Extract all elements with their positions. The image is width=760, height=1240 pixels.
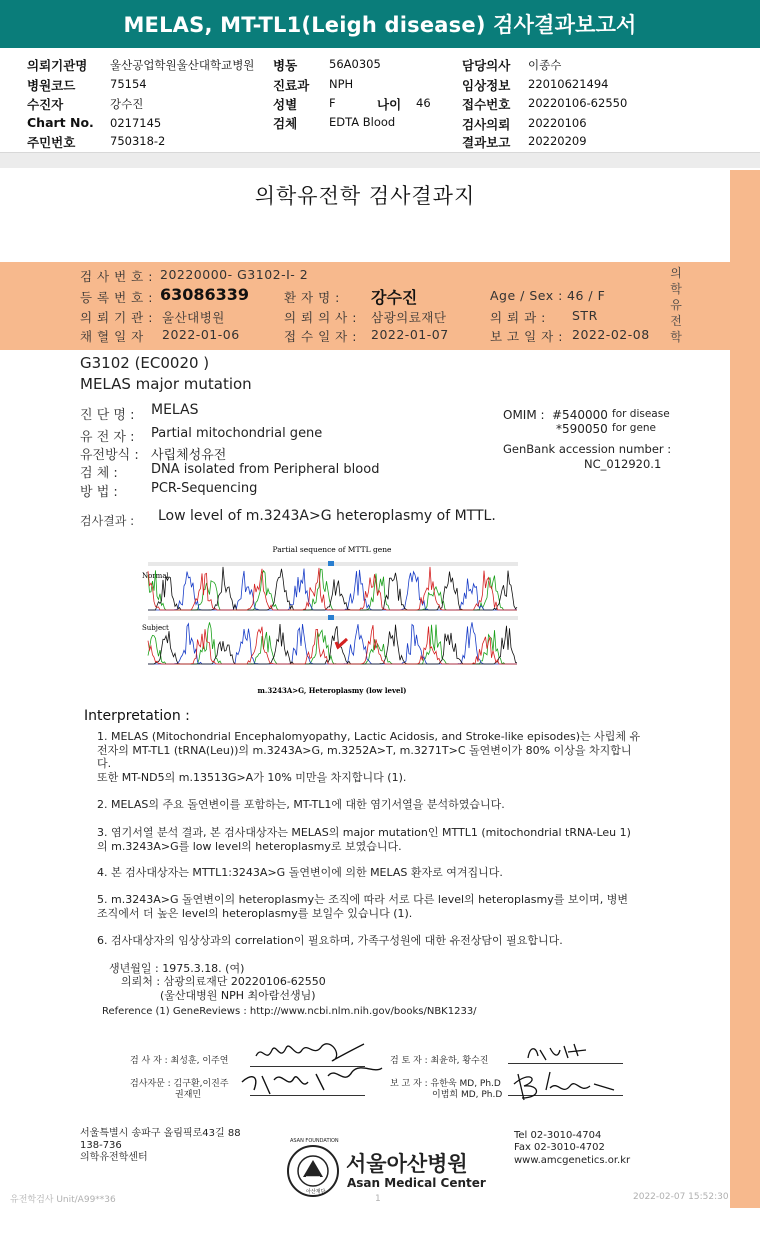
test-no: 20220000- G3102-I- 2 — [160, 267, 309, 282]
normal-position-marker — [328, 561, 334, 566]
result-label: 검사결과 : — [80, 514, 135, 528]
field-label: 수진자 — [27, 97, 64, 112]
report-date: 2022-02-08 — [572, 327, 650, 342]
reporter-signature — [510, 1066, 620, 1106]
subject-trace — [148, 622, 517, 664]
gene-label: 유 전 자 : — [80, 430, 135, 445]
interp-line: 다. — [97, 757, 112, 770]
genbank-number: NC_012920.1 — [584, 457, 662, 471]
address-line-2: 138-736 — [80, 1140, 122, 1151]
interp-line: 5. m.3243A>G 돌연변이의 heteroplasmy는 조직에 따라 서로 다른 level의 heteroplasmy를 보이며, 병변 — [97, 893, 628, 906]
page-number: 1 — [375, 1194, 381, 1204]
method: PCR-Sequencing — [151, 481, 258, 496]
fax: Fax 02-3010-4702 — [514, 1142, 605, 1153]
advisor-label-2: 권재민 — [175, 1090, 202, 1100]
field-label: 병동 — [273, 58, 298, 73]
figure-title: Partial sequence of MTTL gene — [272, 545, 392, 554]
patient-info-band — [0, 262, 730, 350]
interp-line: 전자의 MT-TL1 (tRNA(Leu))의 m.3243A>G, m.3252A>T, m.3271T>C 돌연변이가 80% 이상을 차지합니 — [97, 743, 632, 757]
right-margin-band — [730, 170, 760, 1210]
reg-no-label: 등 록 번 호 : — [80, 290, 153, 305]
header-info — [0, 48, 760, 152]
gene: Partial mitochondrial gene — [151, 426, 323, 441]
field-label: 임상정보 — [462, 78, 511, 93]
tel: Tel 02-3010-4704 — [514, 1130, 602, 1141]
reporter-label: 보 고 자 : 유한욱 MD, Ph.D — [390, 1079, 501, 1089]
field-value: 20220106 — [528, 116, 587, 130]
document-title: 의학유전학 검사결과지 — [254, 184, 476, 208]
reviewer-signature — [510, 1040, 610, 1066]
interp-line: 3. 염기서열 분석 결과, 본 검사대상자는 MELAS의 major mutation인 MTTL1 (mitochondrial tRNA-Leu 1) — [97, 826, 631, 839]
subject-position-marker — [328, 615, 334, 620]
field-value: 0217145 — [110, 116, 162, 130]
field-label: 의뢰기관명 — [27, 58, 88, 73]
interp-line: 6. 검사대상자의 임상상과의 correlation이 필요하며, 가족구성원에 대한 유전상담이 필요합니다. — [97, 934, 563, 947]
subject-label: Subject — [142, 624, 169, 632]
report-title-bar — [0, 0, 760, 48]
interp-item-1 — [97, 730, 657, 784]
field-label: 접수번호 — [462, 97, 511, 112]
hospital-name-ko: 서울아산병원 — [346, 1152, 468, 1176]
normal-label: Normal — [142, 572, 169, 580]
req-doc-label: 의 뢰 의 사 : — [284, 310, 357, 325]
website: www.amcgenetics.or.kr — [514, 1155, 631, 1166]
figure-caption: m.3243A>G, Heteroplasmy (low level) — [257, 686, 407, 695]
omim-label: OMIM : — [503, 408, 545, 422]
seal-top-text: ASAN FOUNDATION — [290, 1138, 339, 1144]
address-line-3: 의학유전학센터 — [80, 1152, 148, 1163]
omim-disease: #540000 — [552, 408, 608, 422]
field-value: 56A0305 — [329, 57, 381, 71]
hospital-name-en: Asan Medical Center — [347, 1176, 486, 1190]
advisor-signature — [236, 1060, 386, 1102]
receive-date: 2022-01-07 — [371, 327, 449, 342]
dept: STR — [572, 308, 598, 323]
field-label: 진료과 — [273, 78, 310, 93]
specimen: DNA isolated from Peripheral blood — [151, 462, 380, 477]
side-char: 학 — [670, 330, 682, 344]
field-value: 울산공업학원울산대학교병원 — [110, 58, 255, 72]
field-value: 22010621494 — [528, 77, 609, 91]
interp-line: 조직에서 더 높은 level의 heteroplasmy를 보일수 있습니다 (1). — [97, 906, 413, 920]
field-value: F — [329, 96, 336, 110]
field-value: 강수진 — [110, 97, 144, 111]
result-text: Low level of m.3243A>G heteroplasmy of MTTL. — [158, 508, 496, 524]
birth-date: 생년월일 : 1975.3.18. (여) — [109, 962, 245, 975]
interp-item-5 — [97, 893, 657, 920]
field-value: 20220209 — [528, 134, 587, 148]
field-value: 20220106-62550 — [528, 96, 628, 110]
address-line-1: 서울특별시 송파구 올림픽로43길 88 — [80, 1128, 241, 1139]
chromatogram-figure — [140, 540, 525, 700]
field-value: 이종수 — [528, 58, 562, 72]
requester-detail: (울산대병원 NPH 최아람선생님) — [160, 989, 316, 1002]
field-value: NPH — [329, 77, 354, 91]
field-value: 46 — [416, 96, 431, 110]
field-label: 주민번호 — [27, 135, 76, 150]
age-sex: 46 / F — [567, 288, 606, 303]
side-char: 전 — [670, 314, 682, 328]
advisor-label: 검사자문 : 김구환,이진주 — [130, 1079, 229, 1089]
tester-label: 검 사 자 : 최성훈, 이주연 — [130, 1056, 229, 1066]
receive-label: 접 수 일 자 : — [284, 329, 357, 344]
side-char: 의 — [670, 266, 682, 280]
interp-line: 2. MELAS의 주요 돌연변이를 포함하는, MT-TL1에 대한 염기서열을 분석하였습니다. — [97, 798, 505, 811]
interp-line: 의 m.3243A>G를 low level의 heteroplasmy로 보였습니다. — [97, 839, 402, 853]
normal-trace — [148, 567, 517, 610]
req-doc: 삼광의료재단 — [371, 310, 447, 325]
field-value: EDTA Blood — [329, 115, 396, 129]
inherit-label: 유전방식 : — [80, 448, 139, 463]
trace-line — [148, 622, 517, 664]
interpretation-title: Interpretation : — [84, 708, 190, 724]
code-line: G3102 (EC0020 ) — [80, 354, 210, 372]
method-label: 방 법 : — [80, 485, 118, 500]
inheritance: 사립체성유전 — [151, 448, 227, 463]
print-timestamp: 2022-02-07 15:52:30 — [633, 1192, 729, 1202]
dept-label: 의 뢰 과 : — [490, 310, 546, 325]
interp-item-4 — [97, 866, 657, 880]
reporter-label-2: 이범희 MD, Ph.D — [432, 1090, 503, 1100]
test-no-label: 검 사 번 호 : — [80, 269, 153, 284]
side-char: 유 — [670, 298, 682, 312]
field-label: 성별 — [273, 97, 298, 112]
reviewer-label: 검 토 자 : 최윤하, 황수진 — [390, 1056, 489, 1066]
collect-label: 채 혈 일 자 — [80, 329, 144, 344]
field-label: Chart No. — [27, 115, 94, 130]
trace-line — [148, 567, 517, 610]
interp-item-2 — [97, 798, 657, 812]
field-label: 결과보고 — [462, 135, 511, 150]
req-org: 울산대병원 — [162, 310, 225, 325]
requester: 의뢰처 : 삼광의료재단 20220106-62550 — [121, 975, 326, 988]
unit-code: 유전학검사 Unit/A99**36 — [10, 1195, 116, 1205]
seal-bottom-text: 아산재단 — [306, 1189, 326, 1195]
patient-label: 환 자 명 : — [284, 290, 340, 305]
collect-date: 2022-01-06 — [162, 327, 240, 342]
specimen-label: 검 체 : — [80, 466, 118, 481]
interp-line: 1. MELAS (Mitochondrial Encephalomyopathy, Lactic Acidosis, and Stroke-like episodes)는 사립체 유 — [97, 730, 641, 743]
diag-label: 진 단 명 : — [80, 408, 135, 423]
field-value: 75154 — [110, 77, 147, 91]
interp-item-3 — [97, 826, 657, 853]
omim-gene-note: for gene — [612, 422, 657, 434]
trace-line — [148, 625, 517, 664]
interp-item-6 — [97, 934, 657, 948]
patient-name: 강수진 — [371, 288, 418, 307]
trace-line — [148, 622, 517, 664]
age-sex-label: Age / Sex : — [490, 288, 563, 303]
field-label: 나이 — [377, 97, 402, 112]
report-label: 보 고 일 자 : — [490, 329, 563, 344]
side-char: 학 — [670, 282, 682, 296]
field-value: 750318-2 — [110, 134, 166, 148]
subtitle: MELAS major mutation — [80, 375, 252, 393]
field-label: 검사의뢰 — [462, 117, 511, 132]
genbank-label: GenBank accession number : — [503, 442, 672, 456]
reg-no: 63086339 — [160, 285, 250, 304]
field-label: 병원코드 — [27, 78, 76, 93]
omim-disease-note: for disease — [612, 408, 670, 420]
reference: Reference (1) GeneReviews : http://www.ncbi.nlm.nih.gov/books/NBK1233/ — [102, 1006, 477, 1017]
req-org-label: 의 뢰 기 관 : — [80, 310, 153, 325]
report-title: MELAS, MT-TL1(Leigh disease) 검사결과보고서 — [123, 13, 637, 37]
field-label: 검체 — [273, 116, 298, 131]
field-label: 담당의사 — [462, 58, 511, 73]
diagnosis: MELAS — [151, 402, 199, 418]
interp-line: 4. 본 검사대상자는 MTTL1:3243A>G 돌연변이에 의한 MELAS 환자로 여겨집니다. — [97, 866, 503, 879]
omim-gene: *590050 — [556, 422, 608, 436]
vertical-side-title — [668, 265, 684, 345]
section-divider — [0, 152, 760, 168]
interp-line: 또한 MT-ND5의 m.13513G>A가 10% 미만을 차지합니다 (1). — [97, 770, 407, 784]
